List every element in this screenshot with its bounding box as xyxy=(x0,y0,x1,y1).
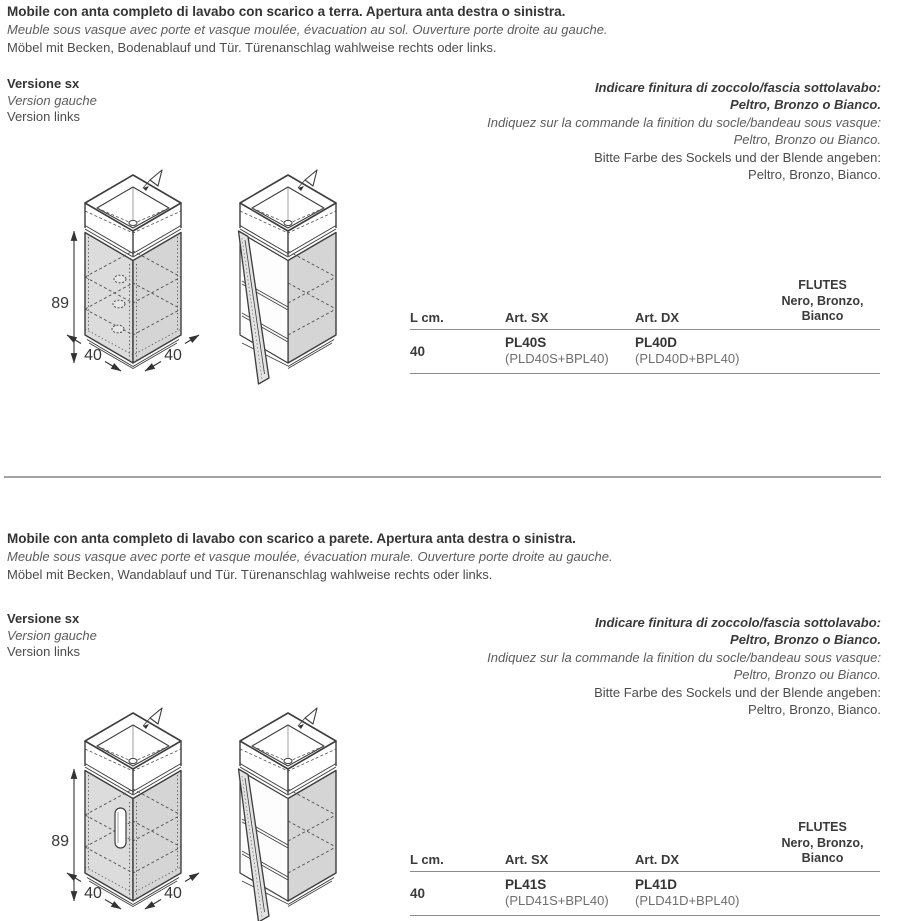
open-cabinet-drawing xyxy=(239,769,337,921)
flutes-line-1: FLUTES xyxy=(798,278,847,292)
art-dx-code: PL40D xyxy=(635,334,678,350)
article-table xyxy=(410,820,880,916)
finish-note-it-2: Peltro, Bronzo o Bianco. xyxy=(730,632,881,648)
col-header-art-sx: Art. SX xyxy=(505,309,549,325)
art-sx-code: PL41S xyxy=(505,876,547,892)
cabinet-technical-drawing xyxy=(48,162,358,414)
heading-german: Möbel mit Becken, Bodenablauf und Tür. Türenanschlag wahlweise rechts oder links. xyxy=(7,40,497,55)
col-header-art-dx: Art. DX xyxy=(635,309,680,325)
open-cabinet-drawing xyxy=(239,231,337,384)
product-heading xyxy=(7,3,608,57)
version-french: Version gauche xyxy=(7,92,97,108)
version-german: Version links xyxy=(7,109,80,124)
width-dimension-label: 40 xyxy=(84,347,102,364)
art-sx-code: PL40S xyxy=(505,334,547,350)
art-sx-pack: (PLD40S+BPL40) xyxy=(505,350,609,366)
finish-note-de-2: Peltro, Bronzo, Bianco. xyxy=(748,702,881,718)
width-dimension-label: 40 xyxy=(84,885,102,902)
wall-drain-slot xyxy=(115,808,126,848)
article-table-header xyxy=(410,820,880,872)
heading-italian: Mobile con anta completo di lavabo con scarico a terra. Apertura anta destra o sinistra. xyxy=(7,4,566,19)
art-sx-pack: (PLD41S+BPL40) xyxy=(505,892,609,908)
finish-note xyxy=(487,614,881,718)
finish-note-fr-1: Indiquez sur la commande la finition du socle/bandeau sous vasque: xyxy=(487,649,881,665)
section-wall-drain xyxy=(0,523,897,921)
product-heading xyxy=(7,530,613,584)
version-block xyxy=(7,76,97,126)
finish-note-fr-1: Indiquez sur la commande la finition du socle/bandeau sous vasque: xyxy=(487,114,881,130)
finish-note-it-2: Peltro, Bronzo o Bianco. xyxy=(730,97,881,113)
flutes-line-2: Nero, Bronzo, xyxy=(781,293,864,308)
table-row xyxy=(410,872,880,916)
finish-note-de-1: Bitte Farbe des Sockels und der Blende angeben: xyxy=(594,684,881,700)
col-header-flutes xyxy=(765,278,880,325)
version-italian: Versione sx xyxy=(7,76,80,91)
col-header-flutes xyxy=(765,820,880,867)
finish-note-it-1: Indicare finitura di zoccolo/fascia sottolavabo: xyxy=(594,80,881,95)
article-table xyxy=(410,278,880,374)
flutes-cell-empty xyxy=(765,335,880,366)
version-italian: Versione sx xyxy=(7,611,80,626)
finish-note-fr-2: Peltro, Bronzo ou Bianco. xyxy=(733,667,881,683)
col-header-art-sx: Art. SX xyxy=(505,851,549,867)
heading-french: Meuble sous vasque avec porte et vasque moulée, évacuation au sol. Ouverture porte droite au gauche. xyxy=(7,22,608,37)
flutes-line-1: FLUTES xyxy=(798,820,847,834)
depth-dimension-label: 40 xyxy=(164,885,182,902)
col-header-length: L cm. xyxy=(410,851,444,867)
flutes-line-3: Bianco xyxy=(801,851,844,865)
finish-note-de-2: Peltro, Bronzo, Bianco. xyxy=(748,167,881,183)
height-dimension-label: 89 xyxy=(51,295,69,312)
height-dimension-label: 89 xyxy=(51,833,69,850)
length-value: 40 xyxy=(410,343,426,359)
finish-note-fr-2: Peltro, Bronzo ou Bianco. xyxy=(733,132,881,148)
section-divider xyxy=(4,476,881,478)
col-header-length: L cm. xyxy=(410,309,444,325)
article-table-header xyxy=(410,278,880,330)
finish-note xyxy=(487,79,881,183)
art-dx-pack: (PLD41D+BPL40) xyxy=(635,892,740,908)
length-value: 40 xyxy=(410,885,426,901)
finish-note-de-1: Bitte Farbe des Sockels und der Blende angeben: xyxy=(594,149,881,165)
art-dx-code: PL41D xyxy=(635,876,678,892)
flutes-line-3: Bianco xyxy=(801,309,844,323)
heading-german: Möbel mit Becken, Wandablauf und Tür. Türenanschlag wahlweise rechts oder links. xyxy=(7,567,493,582)
heading-italian: Mobile con anta completo di lavabo con scarico a parete. Apertura anta destra o sinistra. xyxy=(7,531,576,546)
flutes-line-2: Nero, Bronzo, xyxy=(781,835,864,850)
table-row xyxy=(410,330,880,374)
heading-french: Meuble sous vasque avec porte et vasque moulée, évacuation murale. Ouverture porte droite au gauche. xyxy=(7,549,613,564)
version-french: Version gauche xyxy=(7,627,97,643)
flutes-cell-empty xyxy=(765,877,880,908)
version-block xyxy=(7,611,97,661)
cabinet-technical-drawing xyxy=(48,700,358,921)
version-german: Version links xyxy=(7,644,80,659)
depth-dimension-label: 40 xyxy=(164,347,182,364)
finish-note-it-1: Indicare finitura di zoccolo/fascia sottolavabo: xyxy=(594,615,881,630)
col-header-art-dx: Art. DX xyxy=(635,851,680,867)
art-dx-pack: (PLD40D+BPL40) xyxy=(635,350,740,366)
